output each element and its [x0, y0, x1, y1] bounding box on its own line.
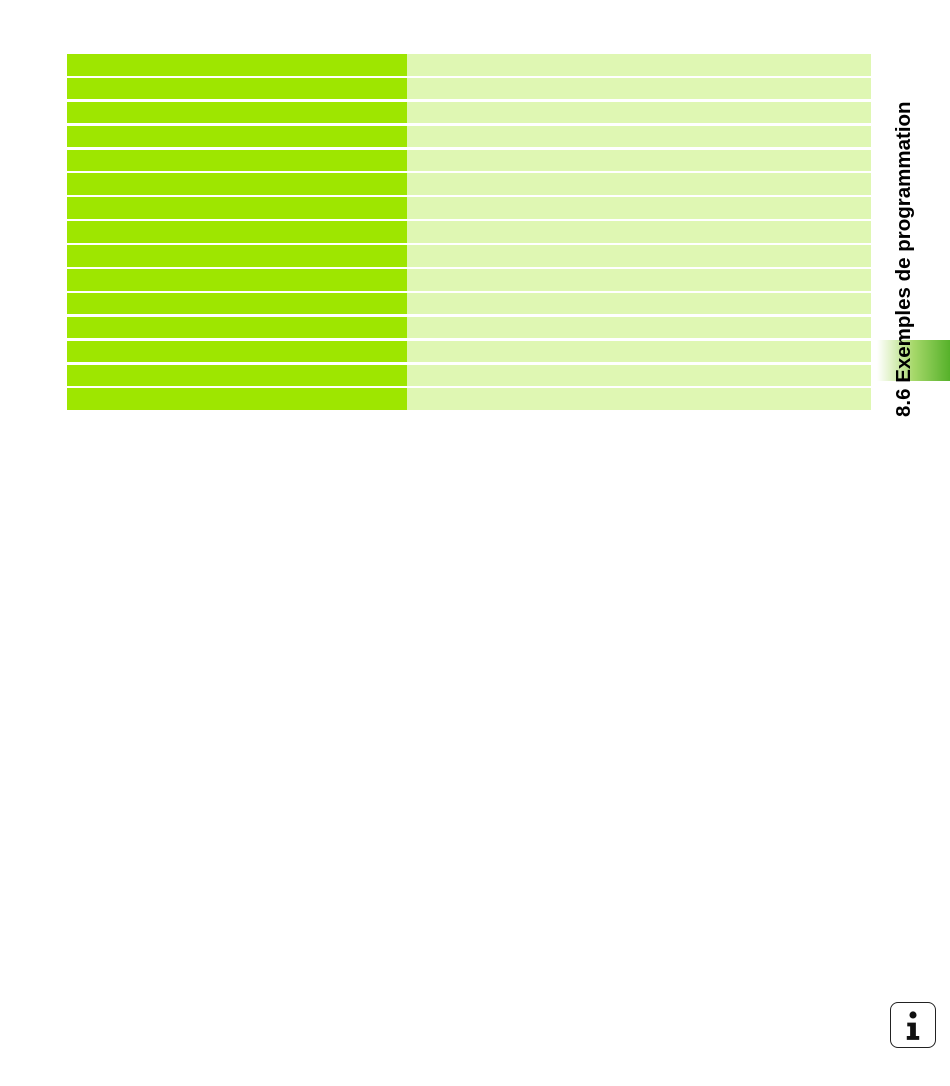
content-cell — [407, 365, 871, 387]
table-row — [67, 102, 871, 124]
table-row — [67, 197, 871, 219]
label-cell — [67, 317, 407, 339]
content-cell — [407, 221, 871, 243]
info-icon — [890, 1002, 936, 1048]
label-cell — [67, 365, 407, 387]
label-cell — [67, 150, 407, 172]
table-row — [67, 126, 871, 148]
content-cell — [407, 245, 871, 267]
content-cell — [407, 78, 871, 100]
table-row — [67, 78, 871, 100]
label-cell — [67, 293, 407, 315]
content-cell — [407, 341, 871, 363]
label-cell — [67, 78, 407, 100]
label-cell — [67, 245, 407, 267]
label-cell — [67, 173, 407, 195]
content-cell — [407, 197, 871, 219]
table-row — [67, 221, 871, 243]
table-row — [67, 269, 871, 291]
table-row — [67, 173, 871, 195]
content-cell — [407, 293, 871, 315]
content-cell — [407, 388, 871, 410]
content-cell — [407, 126, 871, 148]
table-row — [67, 150, 871, 172]
table-row — [67, 365, 871, 387]
label-cell — [67, 341, 407, 363]
table-row — [67, 293, 871, 315]
table-row — [67, 317, 871, 339]
content-cell — [407, 317, 871, 339]
label-cell — [67, 221, 407, 243]
content-cell — [407, 54, 871, 76]
content-cell — [407, 150, 871, 172]
table-row — [67, 341, 871, 363]
table-row — [67, 54, 871, 76]
label-cell — [67, 54, 407, 76]
content-cell — [407, 173, 871, 195]
label-cell — [67, 197, 407, 219]
label-cell — [67, 102, 407, 124]
program-example-table — [67, 54, 871, 410]
section-title: 8.6 Exemples de programmation — [892, 101, 915, 417]
label-cell — [67, 126, 407, 148]
label-cell — [67, 388, 407, 410]
content-cell — [407, 102, 871, 124]
table-row — [67, 245, 871, 267]
content-cell — [407, 269, 871, 291]
label-cell — [67, 269, 407, 291]
table-row — [67, 388, 871, 410]
